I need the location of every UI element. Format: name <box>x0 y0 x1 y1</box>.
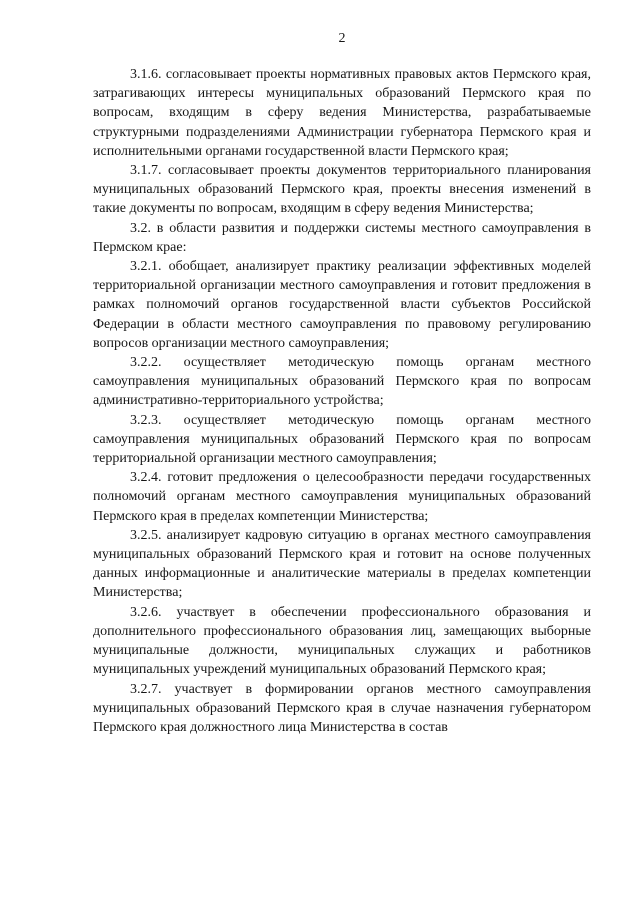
clause-3-1-7: 3.1.7. согласовывает проекты документов территориального планирования муниципальных образований Пермского края, проекты внесения изменений в такие документы по вопросам, входящим в сферу ведения Министерства; <box>93 163 591 217</box>
clause-3-1-6: 3.1.6. согласовывает проекты нормативных правовых актов Пермского края, затрагивающих интересы муниципальных образований Пермского края по вопросам, входящим в сферу ведения Министерства, разрабатываемые структурными подразделениями Администрации губернатора Пермского края и исполнительными органами государственной власти Пермского края; <box>93 67 591 159</box>
clause-3-2-1: 3.2.1. обобщает, анализирует практику реализации эффективных моделей территориальной организации местного самоуправления и готовит предложения в рамках полномочий органов государственной власти субъектов Российской Федерации в области местного самоуправления по правовому регулированию вопросов организации местного самоуправления; <box>93 259 591 351</box>
page-number: 2 <box>338 31 346 46</box>
clause-3-2: 3.2. в области развития и поддержки системы местного самоуправления в Пермском крае: <box>93 220 591 255</box>
clause-3-2-7: 3.2.7. участвует в формировании органов местного самоуправления муниципальных образований Пермского края в случае назначения губернатором Пермского края должностного лица Министерства в состав <box>93 681 591 735</box>
clause-3-2-3: 3.2.3. осуществляет методическую помощь органам местного самоуправления муниципальных образований Пермского края по вопросам территориальной организации местного самоуправления; <box>93 412 591 467</box>
clause-3-2-6: 3.2.6. участвует в обеспечении профессионального образования и дополнительного профессионального образования лиц, замещающих выборные муниципальные должности, муниципальных служащих и работников муниципальных учреждений муниципальных образований Пермского края; <box>93 604 591 678</box>
clause-3-2-4: 3.2.4. готовит предложения о целесообразности передачи государственных полномочий органам местного самоуправления муниципальных образований Пермского края в пределах компетенции Министерства; <box>93 470 591 524</box>
clause-3-2-2: 3.2.2. осуществляет методическую помощь органам местного самоуправления муниципальных образований Пермского края по вопросам административно-территориального устройства; <box>93 355 591 409</box>
clause-3-2-5: 3.2.5. анализирует кадровую ситуацию в органах местного самоуправления муниципальных образований Пермского края и готовит на основе полученных данных информационные и аналитические материалы в пределах компетенции Министерства; <box>93 527 591 601</box>
